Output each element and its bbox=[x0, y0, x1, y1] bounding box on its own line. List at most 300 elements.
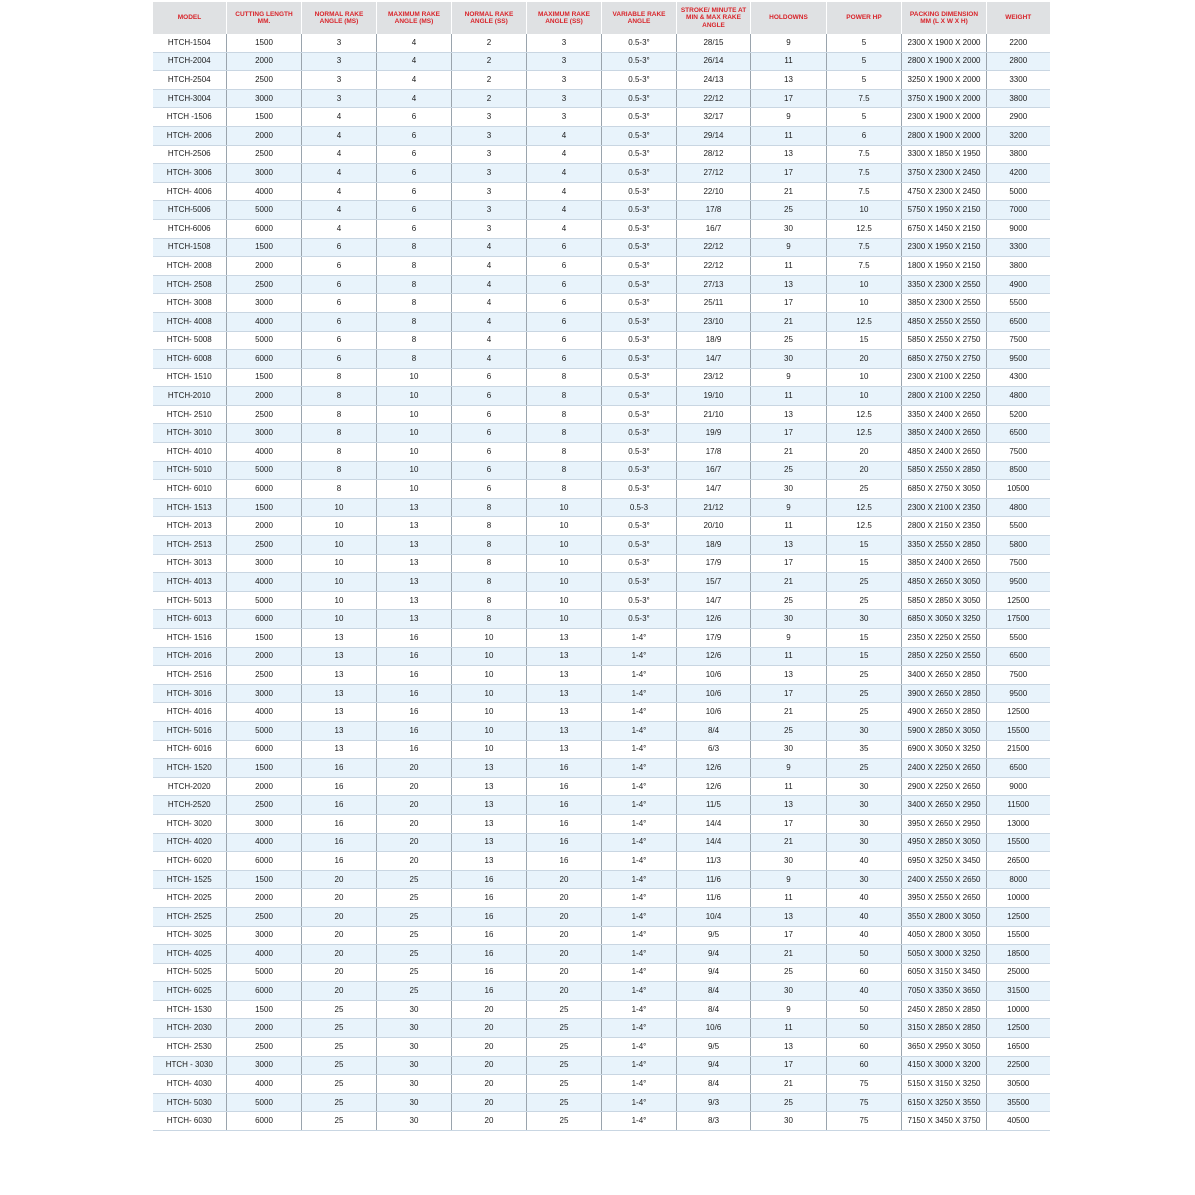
cell-normal-rake-ms: 8 bbox=[302, 461, 377, 480]
cell-cutting-length: 1500 bbox=[227, 498, 302, 517]
table-row bbox=[153, 982, 1050, 1001]
cell-weight: 6500 bbox=[987, 759, 1050, 778]
cell-weight: 21500 bbox=[987, 740, 1050, 759]
cell-max-rake-ss: 8 bbox=[527, 443, 602, 462]
cell-stroke-per-minute: 10/6 bbox=[677, 703, 751, 722]
cell-stroke-per-minute: 8/3 bbox=[677, 1112, 751, 1131]
cell-normal-rake-ss: 20 bbox=[452, 1019, 527, 1038]
cell-max-rake-ms: 10 bbox=[377, 443, 452, 462]
cell-model: HTCH- 5016 bbox=[153, 721, 227, 740]
cell-holdowns: 17 bbox=[751, 89, 827, 108]
cell-stroke-per-minute: 11/5 bbox=[677, 796, 751, 815]
cell-weight: 3300 bbox=[987, 71, 1050, 90]
cell-packing-dimension: 3250 X 1900 X 2000 bbox=[902, 71, 987, 90]
cell-model: HTCH- 3006 bbox=[153, 164, 227, 183]
cell-model: HTCH- 6008 bbox=[153, 350, 227, 369]
cell-packing-dimension: 3900 X 2650 X 2850 bbox=[902, 684, 987, 703]
cell-cutting-length: 6000 bbox=[227, 610, 302, 629]
cell-normal-rake-ms: 8 bbox=[302, 387, 377, 406]
cell-packing-dimension: 5900 X 2850 X 3050 bbox=[902, 721, 987, 740]
cell-model: HTCH- 4030 bbox=[153, 1075, 227, 1094]
cell-normal-rake-ms: 8 bbox=[302, 424, 377, 443]
cell-stroke-per-minute: 22/12 bbox=[677, 257, 751, 276]
cell-holdowns: 9 bbox=[751, 238, 827, 257]
table-row bbox=[153, 647, 1050, 666]
cell-max-rake-ss: 6 bbox=[527, 331, 602, 350]
cell-normal-rake-ss: 16 bbox=[452, 982, 527, 1001]
cell-cutting-length: 2000 bbox=[227, 126, 302, 145]
cell-max-rake-ms: 13 bbox=[377, 498, 452, 517]
cell-holdowns: 25 bbox=[751, 461, 827, 480]
cell-power-hp: 12.5 bbox=[827, 424, 902, 443]
cell-variable-rake: 1-4° bbox=[602, 1112, 677, 1131]
cell-normal-rake-ms: 20 bbox=[302, 889, 377, 908]
table-row bbox=[153, 870, 1050, 889]
cell-holdowns: 30 bbox=[751, 610, 827, 629]
cell-stroke-per-minute: 10/6 bbox=[677, 666, 751, 685]
cell-cutting-length: 1500 bbox=[227, 34, 302, 52]
cell-stroke-per-minute: 27/12 bbox=[677, 164, 751, 183]
cell-packing-dimension: 3850 X 2400 X 2650 bbox=[902, 554, 987, 573]
table-row bbox=[153, 294, 1050, 313]
cell-weight: 12500 bbox=[987, 703, 1050, 722]
cell-variable-rake: 1-4° bbox=[602, 963, 677, 982]
cell-holdowns: 13 bbox=[751, 405, 827, 424]
cell-cutting-length: 3000 bbox=[227, 926, 302, 945]
cell-weight: 31500 bbox=[987, 982, 1050, 1001]
cell-model: HTCH- 1525 bbox=[153, 870, 227, 889]
cell-normal-rake-ss: 6 bbox=[452, 424, 527, 443]
cell-max-rake-ss: 6 bbox=[527, 312, 602, 331]
cell-weight: 4900 bbox=[987, 275, 1050, 294]
cell-max-rake-ss: 16 bbox=[527, 759, 602, 778]
cell-model: HTCH- 2025 bbox=[153, 889, 227, 908]
cell-holdowns: 9 bbox=[751, 759, 827, 778]
cell-cutting-length: 2000 bbox=[227, 647, 302, 666]
cell-max-rake-ms: 8 bbox=[377, 331, 452, 350]
cell-model: HTCH -1506 bbox=[153, 108, 227, 127]
cell-normal-rake-ms: 13 bbox=[302, 703, 377, 722]
cell-weight: 10500 bbox=[987, 480, 1050, 499]
cell-model: HTCH- 2508 bbox=[153, 275, 227, 294]
cell-packing-dimension: 5150 X 3150 X 3250 bbox=[902, 1075, 987, 1094]
cell-cutting-length: 2000 bbox=[227, 889, 302, 908]
cell-power-hp: 75 bbox=[827, 1075, 902, 1094]
cell-variable-rake: 1-4° bbox=[602, 1038, 677, 1057]
cell-max-rake-ms: 4 bbox=[377, 34, 452, 52]
cell-variable-rake: 1-4° bbox=[602, 982, 677, 1001]
cell-model: HTCH- 6013 bbox=[153, 610, 227, 629]
table-row bbox=[153, 1075, 1050, 1094]
cell-power-hp: 40 bbox=[827, 982, 902, 1001]
table-row bbox=[153, 554, 1050, 573]
header-power-hp: POWER HP bbox=[827, 2, 902, 34]
cell-max-rake-ss: 20 bbox=[527, 889, 602, 908]
cell-cutting-length: 1500 bbox=[227, 238, 302, 257]
cell-max-rake-ms: 20 bbox=[377, 777, 452, 796]
table-header-row bbox=[153, 2, 1050, 34]
table-row bbox=[153, 443, 1050, 462]
cell-stroke-per-minute: 16/7 bbox=[677, 219, 751, 238]
cell-variable-rake: 1-4° bbox=[602, 703, 677, 722]
cell-power-hp: 75 bbox=[827, 1093, 902, 1112]
cell-max-rake-ms: 25 bbox=[377, 889, 452, 908]
cell-power-hp: 5 bbox=[827, 108, 902, 127]
cell-normal-rake-ss: 13 bbox=[452, 796, 527, 815]
table-row bbox=[153, 777, 1050, 796]
cell-max-rake-ms: 30 bbox=[377, 1112, 452, 1131]
cell-max-rake-ms: 16 bbox=[377, 703, 452, 722]
cell-normal-rake-ss: 6 bbox=[452, 480, 527, 499]
header-max-rake-ms: MAXIMUM RAKE ANGLE (MS) bbox=[377, 2, 452, 34]
table-row bbox=[153, 164, 1050, 183]
cell-model: HTCH- 2510 bbox=[153, 405, 227, 424]
cell-packing-dimension: 3750 X 2300 X 2450 bbox=[902, 164, 987, 183]
cell-max-rake-ss: 4 bbox=[527, 182, 602, 201]
cell-holdowns: 13 bbox=[751, 666, 827, 685]
cell-normal-rake-ms: 4 bbox=[302, 201, 377, 220]
cell-max-rake-ss: 6 bbox=[527, 257, 602, 276]
cell-power-hp: 50 bbox=[827, 1019, 902, 1038]
cell-model: HTCH- 3016 bbox=[153, 684, 227, 703]
cell-holdowns: 30 bbox=[751, 852, 827, 871]
cell-weight: 2800 bbox=[987, 52, 1050, 71]
table-row bbox=[153, 71, 1050, 90]
cell-packing-dimension: 3150 X 2850 X 2850 bbox=[902, 1019, 987, 1038]
cell-model: HTCH- 6025 bbox=[153, 982, 227, 1001]
cell-power-hp: 60 bbox=[827, 1038, 902, 1057]
cell-power-hp: 7.5 bbox=[827, 164, 902, 183]
cell-power-hp: 30 bbox=[827, 870, 902, 889]
cell-power-hp: 25 bbox=[827, 759, 902, 778]
cell-packing-dimension: 2300 X 2100 X 2350 bbox=[902, 498, 987, 517]
cell-stroke-per-minute: 18/9 bbox=[677, 331, 751, 350]
cell-max-rake-ss: 8 bbox=[527, 480, 602, 499]
cell-variable-rake: 0.5-3° bbox=[602, 517, 677, 536]
cell-normal-rake-ms: 25 bbox=[302, 1000, 377, 1019]
table-row bbox=[153, 219, 1050, 238]
table-row bbox=[153, 926, 1050, 945]
cell-packing-dimension: 3350 X 2300 X 2550 bbox=[902, 275, 987, 294]
cell-normal-rake-ss: 4 bbox=[452, 312, 527, 331]
table-row bbox=[153, 331, 1050, 350]
cell-weight: 3800 bbox=[987, 89, 1050, 108]
cell-stroke-per-minute: 8/4 bbox=[677, 721, 751, 740]
cell-packing-dimension: 2800 X 1900 X 2000 bbox=[902, 126, 987, 145]
cell-power-hp: 25 bbox=[827, 666, 902, 685]
cell-model: HTCH- 3020 bbox=[153, 814, 227, 833]
cell-variable-rake: 1-4° bbox=[602, 1075, 677, 1094]
cell-cutting-length: 2500 bbox=[227, 666, 302, 685]
cell-max-rake-ms: 30 bbox=[377, 1075, 452, 1094]
cell-max-rake-ss: 10 bbox=[527, 573, 602, 592]
cell-weight: 9000 bbox=[987, 777, 1050, 796]
cell-variable-rake: 0.5-3° bbox=[602, 573, 677, 592]
cell-variable-rake: 0.5-3° bbox=[602, 405, 677, 424]
table-row bbox=[153, 1093, 1050, 1112]
cell-packing-dimension: 2400 X 2250 X 2650 bbox=[902, 759, 987, 778]
header-model: MODEL bbox=[153, 2, 227, 34]
cell-weight: 17500 bbox=[987, 610, 1050, 629]
cell-model: HTCH- 3008 bbox=[153, 294, 227, 313]
table-row bbox=[153, 1112, 1050, 1131]
cell-variable-rake: 1-4° bbox=[602, 945, 677, 964]
cell-normal-rake-ms: 10 bbox=[302, 517, 377, 536]
cell-power-hp: 50 bbox=[827, 1000, 902, 1019]
cell-max-rake-ss: 3 bbox=[527, 34, 602, 52]
cell-max-rake-ss: 10 bbox=[527, 536, 602, 555]
cell-packing-dimension: 6900 X 3050 X 3250 bbox=[902, 740, 987, 759]
cell-packing-dimension: 3950 X 2550 X 2650 bbox=[902, 889, 987, 908]
cell-max-rake-ss: 25 bbox=[527, 1075, 602, 1094]
cell-packing-dimension: 3350 X 2400 X 2650 bbox=[902, 405, 987, 424]
cell-packing-dimension: 4850 X 2400 X 2650 bbox=[902, 443, 987, 462]
cell-normal-rake-ss: 4 bbox=[452, 294, 527, 313]
cell-weight: 8000 bbox=[987, 870, 1050, 889]
cell-max-rake-ms: 25 bbox=[377, 963, 452, 982]
cell-model: HTCH- 3013 bbox=[153, 554, 227, 573]
cell-max-rake-ms: 25 bbox=[377, 982, 452, 1001]
cell-model: HTCH- 5030 bbox=[153, 1093, 227, 1112]
cell-holdowns: 11 bbox=[751, 126, 827, 145]
cell-max-rake-ms: 8 bbox=[377, 294, 452, 313]
cell-weight: 4300 bbox=[987, 368, 1050, 387]
cell-model: HTCH- 6020 bbox=[153, 852, 227, 871]
cell-weight: 15500 bbox=[987, 926, 1050, 945]
cell-max-rake-ms: 16 bbox=[377, 647, 452, 666]
cell-power-hp: 15 bbox=[827, 554, 902, 573]
cell-power-hp: 35 bbox=[827, 740, 902, 759]
cell-normal-rake-ss: 8 bbox=[452, 536, 527, 555]
cell-weight: 11500 bbox=[987, 796, 1050, 815]
cell-packing-dimension: 2850 X 2250 X 2550 bbox=[902, 647, 987, 666]
cell-normal-rake-ms: 4 bbox=[302, 182, 377, 201]
cell-max-rake-ms: 8 bbox=[377, 312, 452, 331]
cell-max-rake-ms: 25 bbox=[377, 870, 452, 889]
cell-power-hp: 10 bbox=[827, 201, 902, 220]
cell-variable-rake: 0.5-3° bbox=[602, 591, 677, 610]
cell-max-rake-ss: 10 bbox=[527, 517, 602, 536]
cell-cutting-length: 6000 bbox=[227, 480, 302, 499]
cell-cutting-length: 2500 bbox=[227, 536, 302, 555]
header-stroke-per-minute: STROKE/ MINUTE AT MIN & MAX RAKE ANGLE bbox=[677, 2, 751, 34]
cell-stroke-per-minute: 9/5 bbox=[677, 926, 751, 945]
cell-power-hp: 10 bbox=[827, 275, 902, 294]
cell-packing-dimension: 2300 X 1900 X 2000 bbox=[902, 34, 987, 52]
cell-normal-rake-ms: 10 bbox=[302, 573, 377, 592]
cell-weight: 18500 bbox=[987, 945, 1050, 964]
cell-normal-rake-ss: 6 bbox=[452, 387, 527, 406]
cell-max-rake-ss: 13 bbox=[527, 629, 602, 648]
table-row bbox=[153, 740, 1050, 759]
cell-stroke-per-minute: 24/13 bbox=[677, 71, 751, 90]
cell-model: HTCH- 5013 bbox=[153, 591, 227, 610]
cell-power-hp: 40 bbox=[827, 926, 902, 945]
cell-power-hp: 12.5 bbox=[827, 405, 902, 424]
table-row bbox=[153, 945, 1050, 964]
cell-cutting-length: 5000 bbox=[227, 331, 302, 350]
table-row bbox=[153, 721, 1050, 740]
cell-normal-rake-ms: 10 bbox=[302, 591, 377, 610]
table-row bbox=[153, 629, 1050, 648]
cell-power-hp: 30 bbox=[827, 796, 902, 815]
cell-holdowns: 17 bbox=[751, 164, 827, 183]
cell-holdowns: 30 bbox=[751, 480, 827, 499]
cell-max-rake-ms: 13 bbox=[377, 517, 452, 536]
cell-power-hp: 7.5 bbox=[827, 145, 902, 164]
cell-max-rake-ss: 16 bbox=[527, 777, 602, 796]
cell-normal-rake-ms: 13 bbox=[302, 647, 377, 666]
cell-normal-rake-ms: 16 bbox=[302, 852, 377, 871]
cell-normal-rake-ss: 8 bbox=[452, 498, 527, 517]
cell-max-rake-ss: 13 bbox=[527, 721, 602, 740]
cell-max-rake-ss: 16 bbox=[527, 814, 602, 833]
cell-cutting-length: 1500 bbox=[227, 759, 302, 778]
cell-packing-dimension: 5050 X 3000 X 3250 bbox=[902, 945, 987, 964]
cell-max-rake-ms: 10 bbox=[377, 405, 452, 424]
cell-model: HTCH- 2513 bbox=[153, 536, 227, 555]
cell-normal-rake-ms: 13 bbox=[302, 684, 377, 703]
cell-normal-rake-ss: 4 bbox=[452, 238, 527, 257]
table-row bbox=[153, 814, 1050, 833]
cell-normal-rake-ms: 6 bbox=[302, 350, 377, 369]
cell-model: HTCH- 2016 bbox=[153, 647, 227, 666]
cell-power-hp: 10 bbox=[827, 387, 902, 406]
cell-stroke-per-minute: 19/9 bbox=[677, 424, 751, 443]
cell-weight: 12500 bbox=[987, 591, 1050, 610]
cell-power-hp: 25 bbox=[827, 591, 902, 610]
cell-normal-rake-ss: 4 bbox=[452, 331, 527, 350]
cell-holdowns: 9 bbox=[751, 498, 827, 517]
cell-packing-dimension: 4950 X 2850 X 3050 bbox=[902, 833, 987, 852]
cell-cutting-length: 6000 bbox=[227, 740, 302, 759]
cell-power-hp: 40 bbox=[827, 852, 902, 871]
cell-model: HTCH-2504 bbox=[153, 71, 227, 90]
cell-packing-dimension: 6950 X 3250 X 3450 bbox=[902, 852, 987, 871]
cell-stroke-per-minute: 17/8 bbox=[677, 443, 751, 462]
cell-max-rake-ss: 4 bbox=[527, 201, 602, 220]
cell-variable-rake: 1-4° bbox=[602, 1000, 677, 1019]
cell-power-hp: 12.5 bbox=[827, 219, 902, 238]
cell-normal-rake-ms: 20 bbox=[302, 963, 377, 982]
table-row bbox=[153, 350, 1050, 369]
cell-holdowns: 30 bbox=[751, 982, 827, 1001]
cell-normal-rake-ms: 8 bbox=[302, 368, 377, 387]
cell-normal-rake-ms: 6 bbox=[302, 238, 377, 257]
cell-cutting-length: 2500 bbox=[227, 907, 302, 926]
cell-weight: 2200 bbox=[987, 34, 1050, 52]
cell-max-rake-ms: 8 bbox=[377, 275, 452, 294]
cell-max-rake-ms: 16 bbox=[377, 721, 452, 740]
cell-normal-rake-ms: 25 bbox=[302, 1019, 377, 1038]
cell-cutting-length: 2500 bbox=[227, 405, 302, 424]
cell-normal-rake-ss: 3 bbox=[452, 108, 527, 127]
cell-weight: 9500 bbox=[987, 573, 1050, 592]
cell-model: HTCH- 4010 bbox=[153, 443, 227, 462]
cell-cutting-length: 4000 bbox=[227, 703, 302, 722]
cell-variable-rake: 0.5-3° bbox=[602, 312, 677, 331]
cell-power-hp: 20 bbox=[827, 350, 902, 369]
cell-model: HTCH- 2516 bbox=[153, 666, 227, 685]
header-holdowns: HOLDOWNS bbox=[751, 2, 827, 34]
table-row bbox=[153, 703, 1050, 722]
cell-cutting-length: 2000 bbox=[227, 517, 302, 536]
cell-model: HTCH- 1516 bbox=[153, 629, 227, 648]
cell-max-rake-ms: 25 bbox=[377, 907, 452, 926]
cell-max-rake-ms: 20 bbox=[377, 833, 452, 852]
cell-stroke-per-minute: 8/4 bbox=[677, 1075, 751, 1094]
cell-weight: 3800 bbox=[987, 257, 1050, 276]
cell-max-rake-ss: 3 bbox=[527, 89, 602, 108]
cell-model: HTCH-3004 bbox=[153, 89, 227, 108]
cell-stroke-per-minute: 9/5 bbox=[677, 1038, 751, 1057]
cell-packing-dimension: 2300 X 1900 X 2000 bbox=[902, 108, 987, 127]
table-row bbox=[153, 145, 1050, 164]
cell-max-rake-ms: 20 bbox=[377, 852, 452, 871]
cell-weight: 26500 bbox=[987, 852, 1050, 871]
cell-max-rake-ms: 10 bbox=[377, 480, 452, 499]
cell-weight: 15500 bbox=[987, 833, 1050, 852]
cell-power-hp: 30 bbox=[827, 777, 902, 796]
cell-normal-rake-ms: 8 bbox=[302, 480, 377, 499]
cell-max-rake-ms: 30 bbox=[377, 1000, 452, 1019]
cell-packing-dimension: 4750 X 2300 X 2450 bbox=[902, 182, 987, 201]
cell-max-rake-ms: 6 bbox=[377, 164, 452, 183]
cell-max-rake-ss: 6 bbox=[527, 294, 602, 313]
cell-model: HTCH- 1520 bbox=[153, 759, 227, 778]
cell-model: HTCH- 4008 bbox=[153, 312, 227, 331]
cell-normal-rake-ms: 4 bbox=[302, 145, 377, 164]
cell-packing-dimension: 6850 X 2750 X 2750 bbox=[902, 350, 987, 369]
cell-model: HTCH- 5025 bbox=[153, 963, 227, 982]
cell-power-hp: 7.5 bbox=[827, 89, 902, 108]
cell-normal-rake-ss: 10 bbox=[452, 703, 527, 722]
cell-cutting-length: 6000 bbox=[227, 350, 302, 369]
cell-power-hp: 15 bbox=[827, 331, 902, 350]
cell-cutting-length: 3000 bbox=[227, 684, 302, 703]
cell-weight: 4800 bbox=[987, 387, 1050, 406]
cell-max-rake-ss: 16 bbox=[527, 796, 602, 815]
cell-stroke-per-minute: 25/11 bbox=[677, 294, 751, 313]
cell-power-hp: 30 bbox=[827, 721, 902, 740]
table-row bbox=[153, 368, 1050, 387]
cell-power-hp: 12.5 bbox=[827, 312, 902, 331]
cell-packing-dimension: 6050 X 3150 X 3450 bbox=[902, 963, 987, 982]
cell-packing-dimension: 3850 X 2400 X 2650 bbox=[902, 424, 987, 443]
cell-packing-dimension: 2450 X 2850 X 2850 bbox=[902, 1000, 987, 1019]
cell-holdowns: 13 bbox=[751, 145, 827, 164]
cell-stroke-per-minute: 12/6 bbox=[677, 610, 751, 629]
cell-model: HTCH-2010 bbox=[153, 387, 227, 406]
cell-stroke-per-minute: 9/3 bbox=[677, 1093, 751, 1112]
cell-power-hp: 20 bbox=[827, 443, 902, 462]
cell-cutting-length: 4000 bbox=[227, 573, 302, 592]
cell-variable-rake: 0.5-3° bbox=[602, 182, 677, 201]
cell-normal-rake-ss: 13 bbox=[452, 777, 527, 796]
cell-max-rake-ss: 25 bbox=[527, 1038, 602, 1057]
cell-normal-rake-ms: 13 bbox=[302, 629, 377, 648]
cell-normal-rake-ms: 25 bbox=[302, 1112, 377, 1131]
cell-stroke-per-minute: 14/4 bbox=[677, 814, 751, 833]
cell-weight: 9500 bbox=[987, 684, 1050, 703]
cell-normal-rake-ss: 10 bbox=[452, 666, 527, 685]
cell-normal-rake-ms: 10 bbox=[302, 610, 377, 629]
cell-holdowns: 25 bbox=[751, 201, 827, 220]
cell-stroke-per-minute: 23/10 bbox=[677, 312, 751, 331]
cell-model: HTCH-2506 bbox=[153, 145, 227, 164]
cell-packing-dimension: 6150 X 3250 X 3550 bbox=[902, 1093, 987, 1112]
cell-variable-rake: 1-4° bbox=[602, 870, 677, 889]
